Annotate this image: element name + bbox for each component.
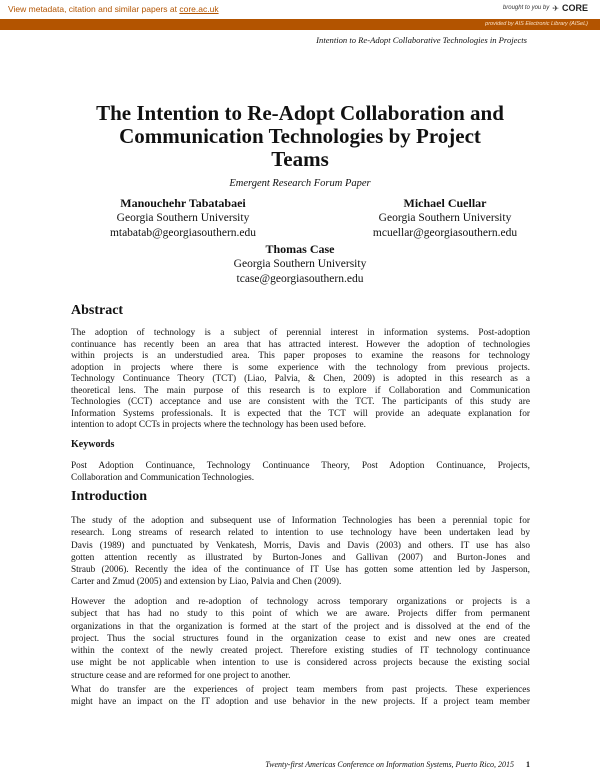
brought-by-core[interactable]: [503, 3, 588, 13]
paper-title: [40, 102, 560, 171]
text-line: within projects is an understudied area. This paper proposes to examine the reasons for technology: [71, 351, 530, 361]
author-email: tcase@georgiasouthern.edu: [236, 273, 364, 285]
text-line: project. Thus the social structures found in the organization cease to exist and new ones are created: [71, 633, 530, 644]
text-line: within the context of the newly created project. Therefore existing studies of IT technology continuance: [71, 646, 530, 657]
intro-paragraph-1: [71, 515, 530, 589]
core-link[interactable]: core.ac.uk: [179, 4, 219, 14]
author-email: mtabatab@georgiasouthern.edu: [109, 227, 257, 239]
title-line: Teams: [271, 147, 329, 171]
text-line: Collaboration and Communication Technologies.: [71, 473, 255, 483]
running-header: Intention to Re-Adopt Collaborative Technologies in Projects: [316, 35, 527, 45]
text-line: Davis (1989) and punctuated by Venkatesh, Morris, Davis and Davis (2003) and others. IT use has also: [71, 540, 530, 551]
text-line: Carter and Zmud (2005) and extension by Liao, Palvia and Chen (2009).: [71, 577, 342, 588]
core-banner: [0, 0, 600, 19]
text-line: use might be not applicable when intention to use is considered across projects because the existing social: [71, 658, 530, 669]
text-line: Information Systems professionals. It is expected that the TCT will provide an adequate explanation for: [71, 408, 530, 419]
author-affiliation: Georgia Southern University: [233, 258, 367, 270]
text-line: theoretical lens. The main purpose of this research is to explore if Collaboration and Communication: [71, 385, 530, 396]
author-2: [335, 196, 555, 241]
text-line: gotten attention recently as illustrated by Burton-Jones and Gallivan (2007) and Burton-Jones and: [71, 552, 530, 563]
text-line: research. Long streams of research related to intention to use technology have been undertaken lead by: [71, 528, 530, 539]
introduction-heading: Introduction: [71, 489, 147, 504]
core-logo-icon: ✈: [552, 3, 559, 13]
view-metadata-text: [8, 4, 219, 14]
keywords-text: [71, 460, 530, 484]
view-metadata-label: View metadata, citation and similar papers at: [8, 4, 180, 14]
text-line: organizations in that the organization is formed at the start of the project and is dissolved at the end of the: [71, 621, 530, 632]
abstract-text: [71, 328, 530, 432]
keywords-heading: Keywords: [71, 439, 115, 450]
text-line: subject that has had no study to this point of which we are aware. Projects differ from permanent: [71, 609, 530, 620]
author-name: Thomas Case: [265, 242, 335, 256]
text-line: What do transfer are the experiences of project team members from past projects. These experiences: [71, 685, 530, 695]
text-line: continuance has recently been an area that has attracted interest. However the adoption of technologies: [71, 339, 530, 350]
text-line: adoption in projects where there is some experience with the technology from previous projects.: [71, 362, 530, 373]
paper-type: Emergent Research Forum Paper: [229, 178, 371, 189]
text-line: Post Adoption Continuance, Technology Continuance Theory, Post Adoption Continuance, Projects,: [71, 461, 530, 471]
text-line: Technologies (CCT) acceptance and use are consistent with the TCT. The participants of this study are: [71, 397, 530, 407]
text-line: The study of the adoption and subsequent use of Information Technologies has been a perennial topic for: [71, 516, 530, 526]
text-line: Technology Continuance Theory (TCT) (Liao, Palvia, & Chen, 2009) is adopted in this research as a: [71, 374, 530, 384]
text-line: Straub (2006). Recently the idea of the continuance of IT Use has gotten some attention led by Jasperson,: [71, 565, 530, 576]
text-line: However the adoption and re-adoption of technology across temporary organizations or projects is a: [71, 597, 530, 607]
provided-by-text[interactable]: provided by AIS Electronic Library (AISeL): [485, 21, 588, 27]
author-email: mcuellar@georgiasouthern.edu: [372, 227, 518, 239]
author-affiliation: Georgia Southern University: [116, 212, 250, 224]
text-line: structure cease and are reformed for one project to another.: [71, 670, 291, 681]
author-name: Michael Cuellar: [403, 196, 487, 210]
author-1: [73, 196, 293, 241]
author-3: [190, 242, 410, 287]
title-line: The Intention to Re-Adopt Collaboration and: [96, 101, 504, 125]
text-line: might have an impact on the IT adoption and use behavior in the new projects. If a project team member: [71, 697, 530, 708]
abstract-heading: Abstract: [71, 303, 124, 318]
core-logo: CORE: [561, 3, 588, 13]
author-affiliation: Georgia Southern University: [378, 212, 512, 224]
intro-paragraph-2: [71, 596, 530, 682]
title-line: Communication Technologies by Project: [119, 124, 481, 148]
page-number: 1: [526, 760, 530, 769]
author-name: Manouchehr Tabatabaei: [120, 196, 246, 210]
conference-footer: Twenty-first Americas Conference on Information Systems, Puerto Rico, 2015: [265, 760, 514, 769]
brought-by-label: brought to you by: [502, 5, 550, 11]
text-line: The adoption of technology is a subject of perennial interest in information systems. Post-adoption: [71, 328, 530, 338]
text-line: intention to adopt CCTs in projects where the technology has been used before.: [71, 420, 366, 430]
intro-paragraph-3: [71, 684, 530, 709]
